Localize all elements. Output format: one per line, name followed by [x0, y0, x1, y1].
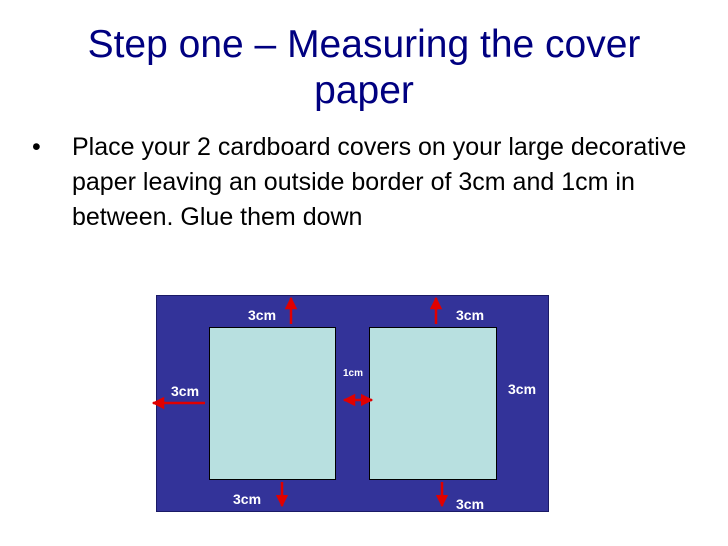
left-cardboard-cover — [209, 327, 336, 480]
bullet-text: Place your 2 cardboard covers on your large decorative paper leaving an outside border of 3cm and 1cm in between. Glue them down — [72, 133, 687, 231]
label-bottom-left: 3cm — [233, 491, 262, 507]
label-right: 3cm — [508, 381, 537, 397]
right-cardboard-cover — [369, 327, 497, 480]
label-bottom-right: 3cm — [456, 496, 485, 512]
label-top-left: 3cm — [248, 307, 277, 323]
label-middle: 1cm — [343, 368, 364, 379]
label-left: 3cm — [171, 383, 200, 399]
label-top-right: 3cm — [456, 307, 485, 323]
slide-title: Step one – Measuring the cover paper — [87, 23, 641, 112]
bullet-glyph: • — [32, 133, 41, 161]
